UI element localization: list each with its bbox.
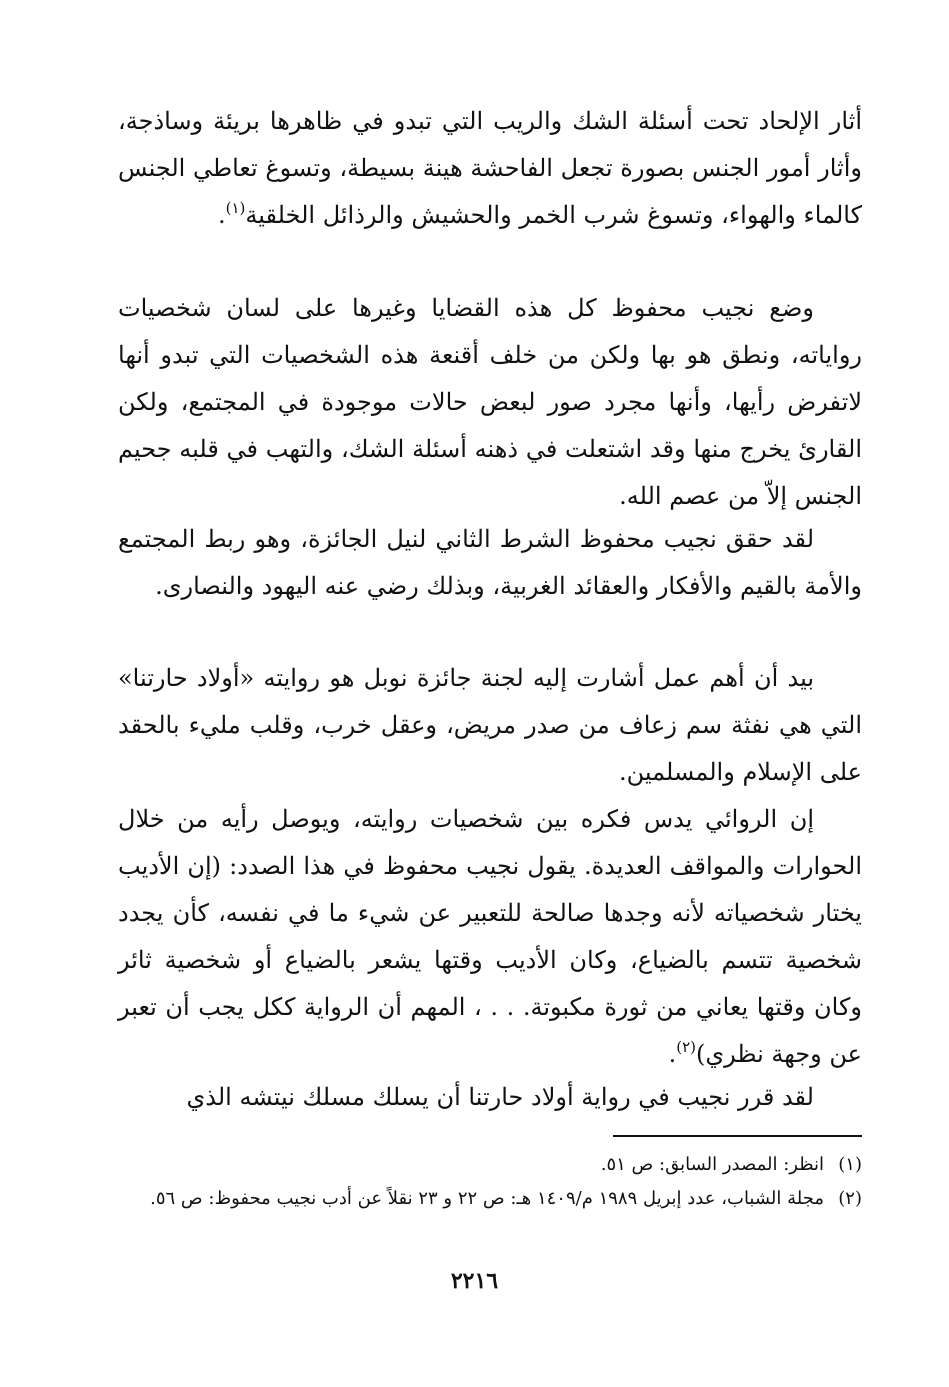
paragraph-1	[118, 98, 862, 239]
paragraph-2-text: وضع نجيب محفوظ كل هذه القضايا وغيرها على لسان شخصيات رواياته، ونطق هو بها ولكن من خلف أقنعة هذه الشخصيات التي تبدو أنها لاتفرض رأيها، وأنها مجرد صور لبعض حالات موجودة في المجتمع، ولكن القارئ يخرج منها وقد اشتعلت في ذهنه أسئلة الشك، والتهب في قلبه جحيم الجنس إلاّ من عصم الله.	[118, 294, 862, 510]
footnotes	[118, 1148, 862, 1216]
footnote-2-text: مجلة الشباب، عدد إبريل ١٩٨٩ م/١٤٠٩ هـ: ص ٢٢ و ٢٣ نقلاً عن أدب نجيب محفوظ: ص ٥٦.	[150, 1188, 824, 1209]
footnote-2	[118, 1182, 862, 1216]
paragraph-4-text: بيد أن أهم عمل أشارت إليه لجنة جائزة نوبل هو روايته «أولاد حارتنا» التي هي نفثة سم زعاف من صدر مريض، وعقل خرب، وقلب مليء بالحقد على الإسلام والمسلمين.	[118, 664, 862, 786]
footnote-1	[118, 1148, 862, 1182]
paragraph-5	[118, 796, 862, 1078]
paragraph-3-text: لقد حقق نجيب محفوظ الشرط الثاني لنيل الجائزة، وهو ربط المجتمع والأمة بالقيم والأفكار والعقائد الغربية، وبذلك رضي عنه اليهود والنصارى.	[118, 525, 862, 600]
paragraph-4	[118, 655, 862, 796]
page-number: ٢٢١٦	[450, 1268, 499, 1294]
footnote-1-text: انظر: المصدر السابق: ص ٥١.	[600, 1154, 824, 1175]
paragraph-1-text: أثار الإلحاد تحت أسئلة الشك والريب التي تبدو في ظاهرها بريئة وساذجة، وأثار أمور الجنس بصورة تجعل الفاحشة هينة بسيطة، وتسوغ تعاطي الجنس كالماء والهواء، وتسوغ شرب الخمر والحشيش والرذائل الخلقية	[118, 107, 862, 229]
paragraph-5-container	[118, 796, 862, 1078]
paragraph-3	[118, 516, 862, 610]
paragraph-2	[118, 285, 862, 520]
footnote-2-number: (٢)	[838, 1188, 862, 1209]
paragraph-6	[118, 1074, 862, 1121]
paragraph-5-text: إن الروائي يدس فكره بين شخصيات روايته، ويوصل رأيه من خلال الحوارات والمواقف العديدة. يقول نجيب محفوظ في هذا الصدد: (إن الأديب يختار شخصياته لأنه وجدها صالحة للتعبير عن شيء ما في نفسه، كأن يجدد شخصية تتسم بالضياع، وكان الأديب وقتها يشعر بالضياع أو شخصية ثائر وكان وقتها يعاني من ثورة مكبوتة. . . ، المهم أن الرواية ككل يجب أن تعبر عن وجهة نظري)	[118, 805, 862, 1068]
paragraph-text	[118, 98, 862, 239]
footnote-ref-2: (٢)	[676, 1038, 697, 1056]
footnote-1-number: (١)	[838, 1154, 862, 1175]
footnote-ref-1: (١)	[225, 199, 246, 217]
paragraph-1-end: .	[217, 201, 226, 229]
paragraph-6-text: لقد قرر نجيب في رواية أولاد حارتنا أن يسلك مسلك نيتشه الذي	[186, 1083, 814, 1111]
footnote-divider	[613, 1135, 862, 1137]
paragraph-5-end: .	[668, 1040, 677, 1068]
